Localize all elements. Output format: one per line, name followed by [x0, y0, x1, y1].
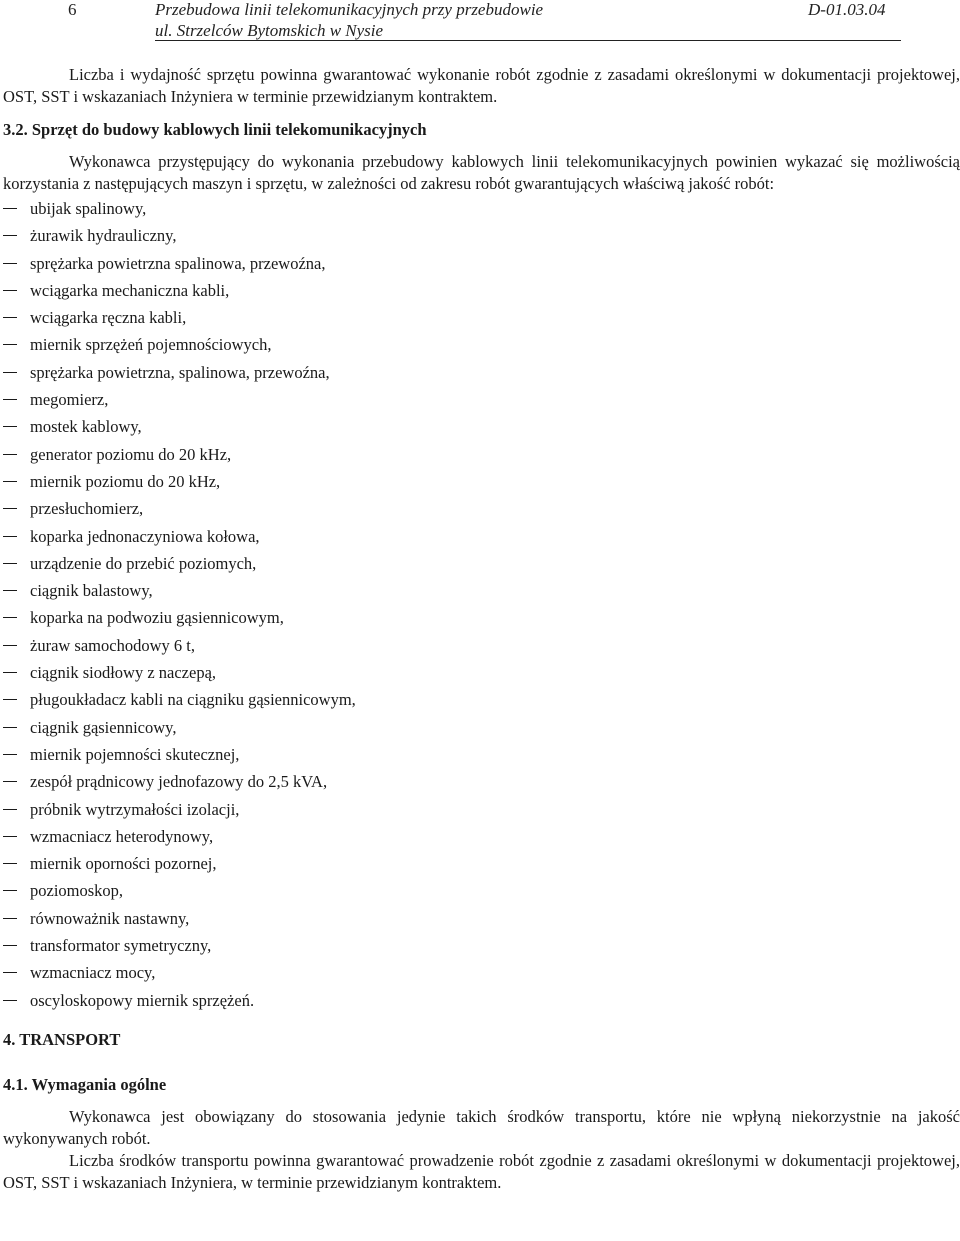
equipment-item-label: przesłuchomierz,: [30, 499, 144, 519]
equipment-item-label: wzmacniacz mocy,: [30, 963, 156, 983]
equipment-item-label: sprężarka powietrzna spalinowa, przewoźna,: [30, 253, 326, 273]
equipment-item-label: wciągarka ręczna kabli,: [30, 308, 187, 328]
dash-bullet: [3, 645, 17, 646]
equipment-item-label: generator poziomu do 20 kHz,: [30, 444, 232, 464]
section-4-1-paragraph-1: Wykonawca jest obowiązany do stosowania jedynie takich środków transportu, które nie wpłyną niekorzystnie na jakość wykonywanych robót.: [3, 1106, 960, 1148]
dash-bullet: [3, 945, 17, 946]
equipment-item-label: ciągnik balastowy,: [30, 581, 153, 601]
dash-bullet: [3, 781, 17, 782]
list-item: [3, 850, 960, 877]
list-item: [3, 413, 960, 440]
dash-bullet: [3, 208, 17, 209]
equipment-item-label: miernik poziomu do 20 kHz,: [30, 471, 221, 491]
list-item: [3, 686, 960, 713]
equipment-item-label: wciągarka mechaniczna kabli,: [30, 280, 230, 300]
list-item: [3, 441, 960, 468]
equipment-item-label: koparka jednonaczyniowa kołowa,: [30, 526, 260, 546]
dash-bullet: [3, 508, 17, 509]
list-item: [3, 331, 960, 358]
list-item: [3, 796, 960, 823]
equipment-item-label: miernik oporności pozornej,: [30, 854, 217, 874]
list-item: [3, 932, 960, 959]
dash-bullet: [3, 399, 17, 400]
equipment-item-label: koparka na podwoziu gąsiennicowym,: [30, 608, 284, 628]
equipment-item-label: próbnik wytrzymałości izolacji,: [30, 799, 240, 819]
equipment-item-label: zespół prądnicowy jednofazowy do 2,5 kVA,: [30, 772, 328, 792]
dash-bullet: [3, 290, 17, 291]
list-item: [3, 877, 960, 904]
equipment-item-label: żurawik hydrauliczny,: [30, 226, 177, 246]
equipment-item-label: ciągnik siodłowy z naczepą,: [30, 663, 217, 683]
dash-bullet: [3, 809, 17, 810]
dash-bullet: [3, 563, 17, 564]
dash-bullet: [3, 918, 17, 919]
intro-paragraph: Liczba i wydajność sprzętu powinna gwarantować wykonanie robót zgodnie z zasadami określonymi w dokumentacji projektowej, OST, SST i wskazaniach Inżyniera w terminie przewidzianym kontraktem.: [3, 65, 960, 106]
section-3-2-paragraph: Wykonawca przystępujący do wykonania przebudowy kablowych linii telekomunikacyjnych powinien wykazać się możliwością korzystania z następujących maszyn i sprzętu, w zależności od zakresu robót gwarantujących właściwą jakość robót:: [3, 152, 960, 193]
equipment-item-label: mostek kablowy,: [30, 417, 142, 437]
list-item: [3, 195, 960, 222]
equipment-item-label: megomierz,: [30, 390, 109, 410]
list-item: [3, 768, 960, 795]
equipment-item-label: miernik pojemności skutecznej,: [30, 744, 240, 764]
dash-bullet: [3, 727, 17, 728]
equipment-item-label: pługoukładacz kabli na ciągniku gąsiennicowym,: [30, 690, 356, 710]
dash-bullet: [3, 235, 17, 236]
list-item: [3, 905, 960, 932]
list-item: [3, 550, 960, 577]
dash-bullet: [3, 836, 17, 837]
dash-bullet: [3, 863, 17, 864]
list-item: [3, 222, 960, 249]
equipment-list: [3, 195, 960, 1014]
dash-bullet: [3, 754, 17, 755]
equipment-item-label: oscyloskopowy miernik sprzężeń.: [30, 990, 255, 1010]
list-item: [3, 604, 960, 631]
list-item: [3, 714, 960, 741]
dash-bullet: [3, 536, 17, 537]
page-number: 6: [68, 0, 77, 19]
equipment-item-label: sprężarka powietrzna, spalinowa, przewoźna,: [30, 362, 330, 382]
equipment-item-label: urządzenie do przebić poziomych,: [30, 553, 257, 573]
dash-bullet: [3, 699, 17, 700]
equipment-item-label: poziomoskop,: [30, 881, 124, 901]
dash-bullet: [3, 890, 17, 891]
equipment-item-label: żuraw samochodowy 6 t,: [30, 635, 195, 655]
section-4-heading: 4. TRANSPORT: [3, 1029, 121, 1049]
dash-bullet: [3, 972, 17, 973]
section-4-1-heading: 4.1. Wymagania ogólne: [3, 1074, 167, 1094]
list-item: [3, 523, 960, 550]
dash-bullet: [3, 317, 17, 318]
dash-bullet: [3, 454, 17, 455]
list-item: [3, 959, 960, 986]
list-item: [3, 632, 960, 659]
list-item: [3, 359, 960, 386]
equipment-item-label: transformator symetryczny,: [30, 936, 212, 956]
equipment-item-label: wzmacniacz heterodynowy,: [30, 826, 214, 846]
list-item: [3, 741, 960, 768]
list-item: [3, 823, 960, 850]
list-item: [3, 304, 960, 331]
document-title-line-1: Przebudowa linii telekomunikacyjnych przy przebudowie: [155, 0, 544, 19]
page-header: [0, 0, 960, 42]
list-item: [3, 577, 960, 604]
list-item: [3, 386, 960, 413]
dash-bullet: [3, 617, 17, 618]
header-divider: [155, 40, 901, 41]
list-item: [3, 468, 960, 495]
list-item: [3, 987, 960, 1014]
dash-bullet: [3, 590, 17, 591]
list-item: [3, 250, 960, 277]
equipment-item-label: ubijak spalinowy,: [30, 199, 147, 218]
dash-bullet: [3, 672, 17, 673]
dash-bullet: [3, 263, 17, 264]
dash-bullet: [3, 481, 17, 482]
list-item: [3, 277, 960, 304]
dash-bullet: [3, 344, 17, 345]
dash-bullet: [3, 372, 17, 373]
document-body: [3, 64, 960, 1194]
dash-bullet: [3, 1000, 17, 1001]
section-3-2-heading: 3.2. Sprzęt do budowy kablowych linii telekomunikacyjnych: [3, 120, 427, 139]
list-item: [3, 495, 960, 522]
spec-code: D-01.03.04: [808, 0, 886, 19]
equipment-item-label: równoważnik nastawny,: [30, 908, 190, 928]
equipment-item-label: miernik sprzężeń pojemnościowych,: [30, 335, 272, 355]
document-title-line-2: ul. Strzelców Bytomskich w Nysie: [155, 21, 384, 40]
dash-bullet: [3, 426, 17, 427]
section-4-1-paragraph-2: Liczba środków transportu powinna gwarantować prowadzenie robót zgodnie z zasadami określonymi w dokumentacji projektowej, OST, SST i wskazaniach Inżyniera, w terminie przewidzianym kontraktem.: [3, 1150, 960, 1192]
equipment-item-label: ciągnik gąsiennicowy,: [30, 717, 177, 737]
list-item: [3, 659, 960, 686]
